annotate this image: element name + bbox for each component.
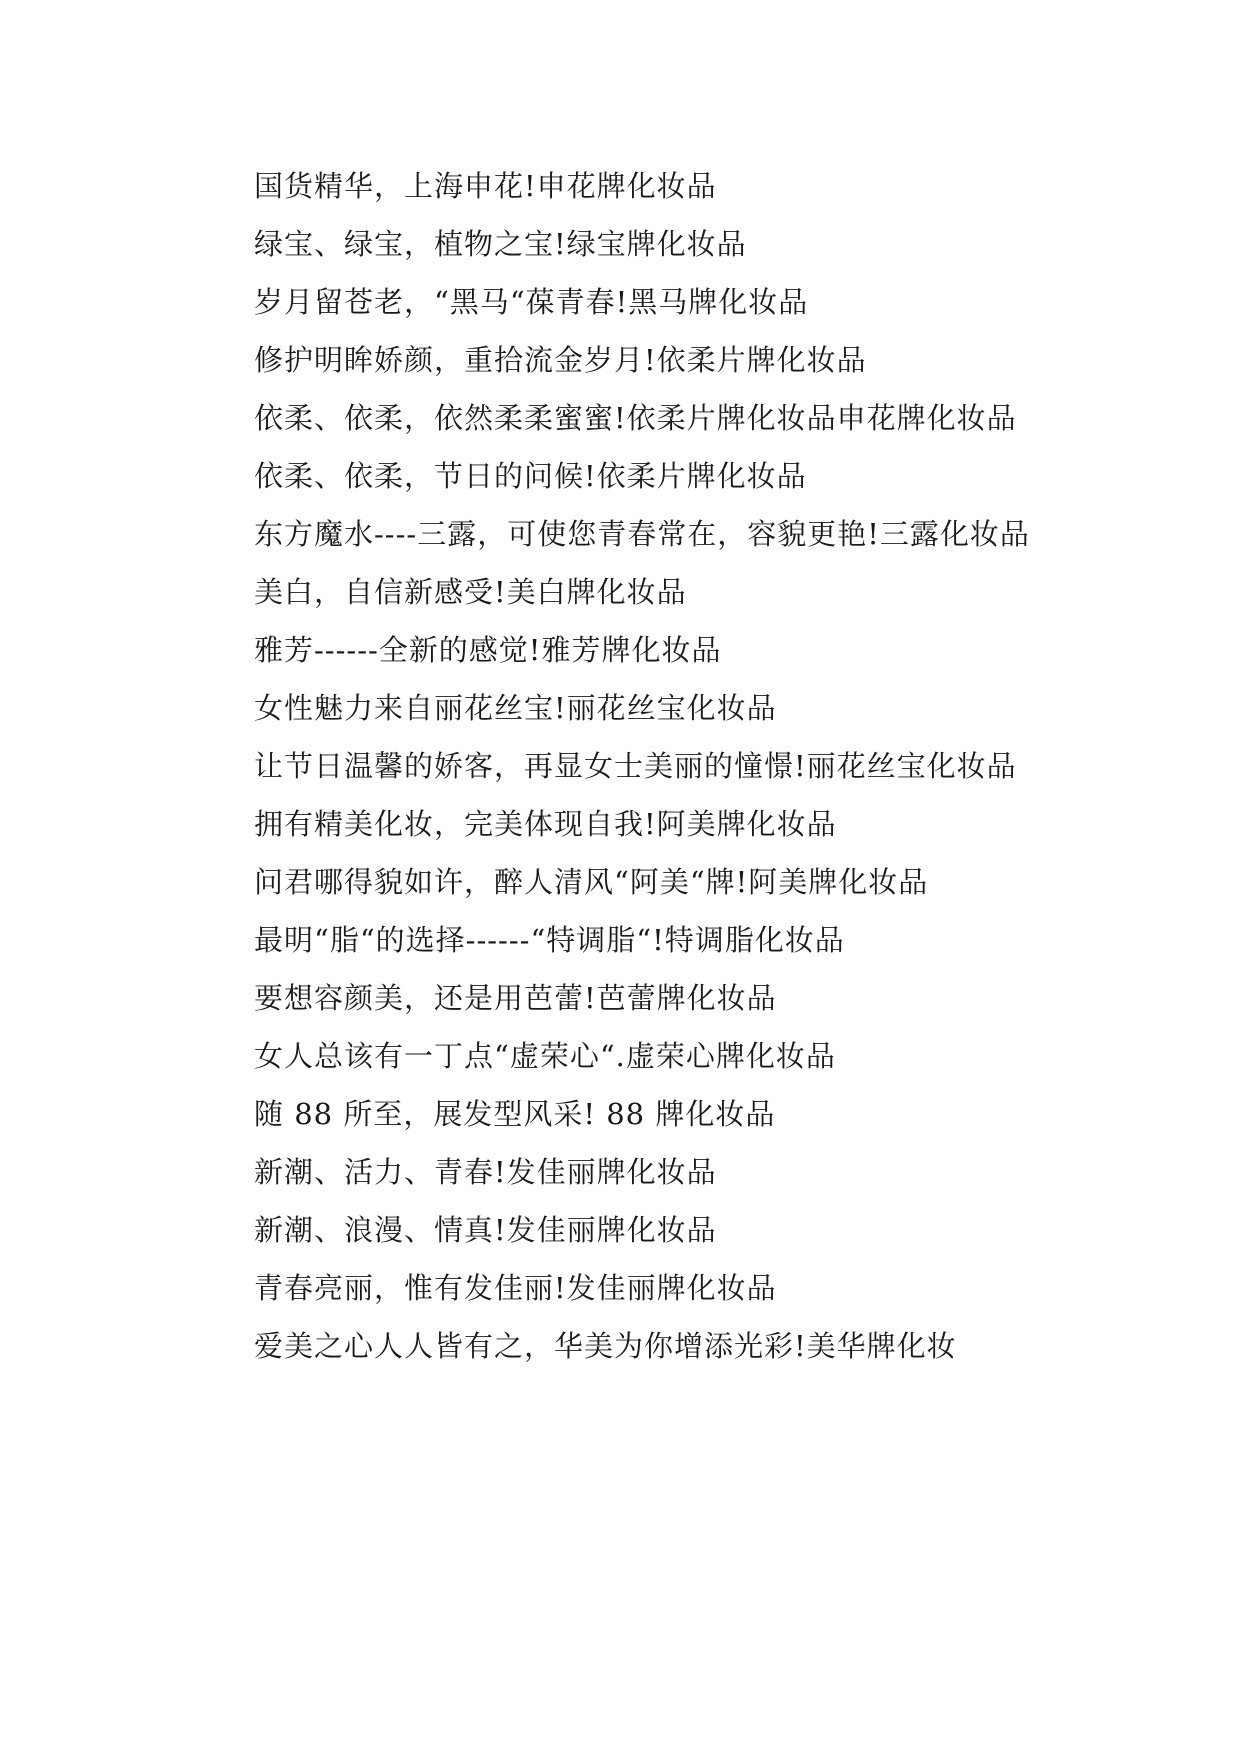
paragraph: 东方魔水----三露，可使您青春常在，容貌更艳!三露化妆品 [254, 517, 1030, 551]
paragraph: 青春亮丽，惟有发佳丽!发佳丽牌化妆品 [254, 1271, 777, 1305]
paragraph: 修护明眸娇颜，重拾流金岁月!依柔片牌化妆品 [254, 343, 867, 377]
paragraph: 拥有精美化妆，完美体现自我!阿美牌化妆品 [254, 807, 837, 841]
paragraph: 问君哪得貌如许，醉人清风“阿美“牌!阿美牌化妆品 [254, 865, 929, 899]
paragraph: 依柔、依柔，依然柔柔蜜蜜!依柔片牌化妆品申花牌化妆品 [254, 401, 1017, 435]
paragraph: 爱美之心人人皆有之，华美为你增添光彩!美华牌化妆 [254, 1329, 957, 1363]
paragraph: 女人总该有一丁点“虚荣心“.虚荣心牌化妆品 [254, 1039, 836, 1073]
paragraph: 随 88 所至，展发型风采! 88 牌化妆品 [254, 1097, 776, 1131]
paragraph: 新潮、活力、青春!发佳丽牌化妆品 [254, 1155, 717, 1189]
paragraph: 雅芳------全新的感觉!雅芳牌化妆品 [254, 633, 722, 667]
paragraph: 新潮、浪漫、情真!发佳丽牌化妆品 [254, 1213, 717, 1247]
paragraph: 依柔、依柔，节日的问候!依柔片牌化妆品 [254, 459, 807, 493]
paragraph: 女性魅力来自丽花丝宝!丽花丝宝化妆品 [254, 691, 777, 725]
paragraph: 最明“脂“的选择------“特调脂“!特调脂化妆品 [254, 923, 845, 957]
document-body [188, 157, 1050, 1375]
paragraph: 美白，自信新感受!美白牌化妆品 [254, 575, 687, 609]
paragraph: 让节日温馨的娇客，再显女士美丽的憧憬!丽花丝宝化妆品 [254, 749, 1017, 783]
paragraph: 要想容颜美，还是用芭蕾!芭蕾牌化妆品 [254, 981, 777, 1015]
paragraph: 绿宝、绿宝，植物之宝!绿宝牌化妆品 [254, 227, 747, 261]
paragraph: 国货精华，上海申花!申花牌化妆品 [254, 169, 717, 203]
paragraph: 岁月留苍老，“黑马“葆青春!黑马牌化妆品 [254, 285, 809, 319]
